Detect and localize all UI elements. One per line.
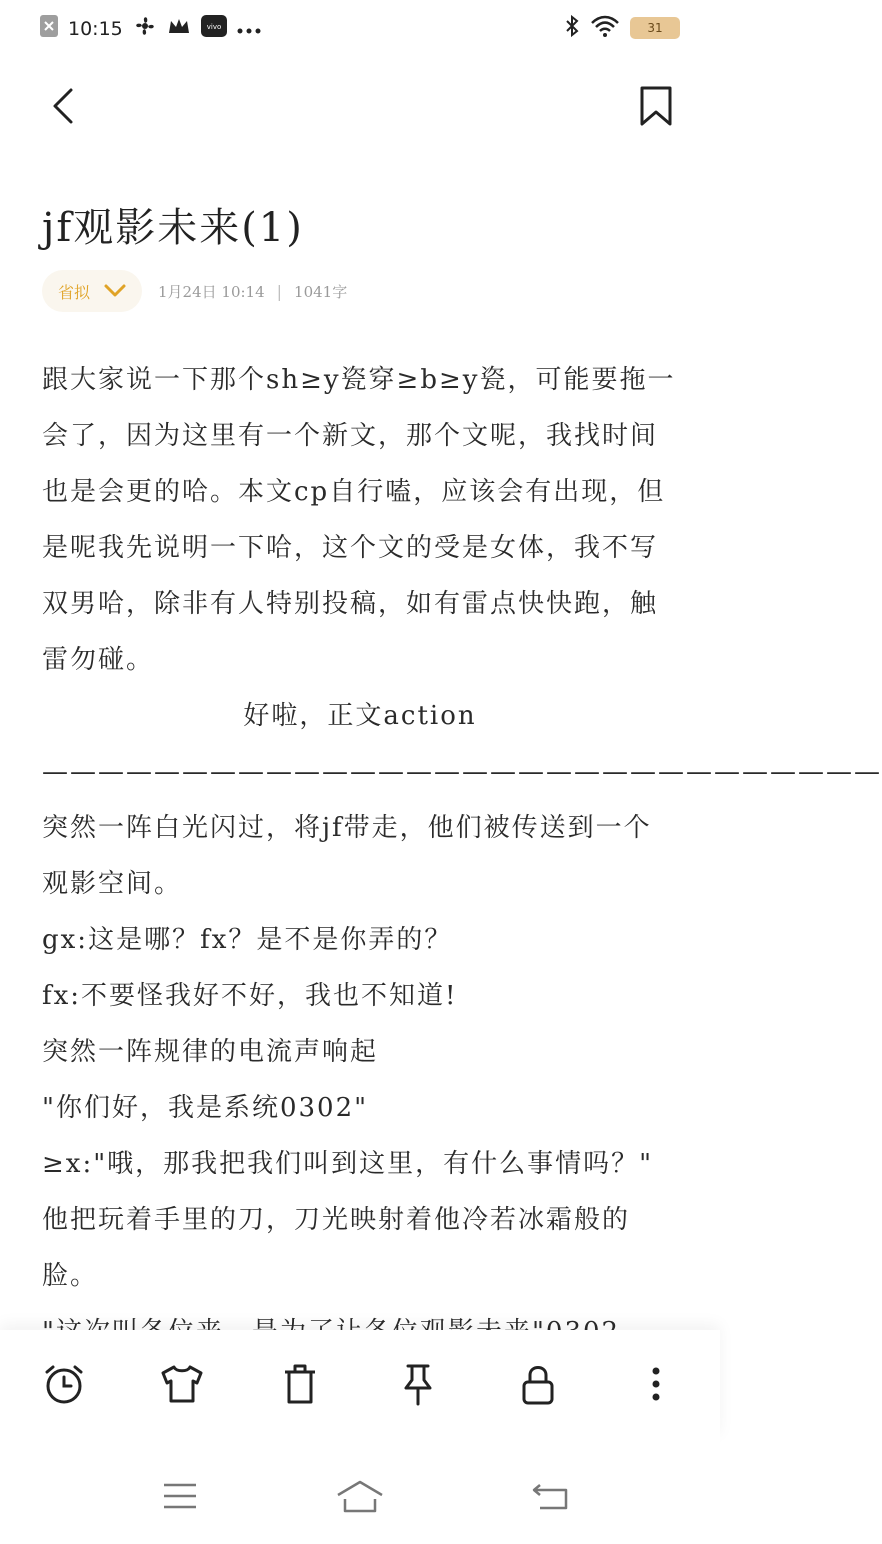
home-button[interactable] (330, 1476, 390, 1516)
category-label: 省拟 (58, 282, 91, 302)
note-body[interactable] (42, 352, 882, 1416)
body-line: ≥x:"哦，那我把我们叫到这里，有什么事情吗？" (42, 1149, 654, 1179)
meta-separator: | (276, 281, 283, 301)
more-status-icon (237, 18, 261, 40)
shirt-icon (159, 1363, 205, 1405)
body-line: fx:不要怪我好不好，我也不知道! (42, 981, 458, 1011)
word-count: 1041字 (294, 282, 348, 301)
top-bar (0, 70, 720, 140)
body-line: 突然一阵白光闪过，将jf带走，他们被传送到一个观影空间。 (42, 813, 652, 899)
bookmark-icon (638, 85, 674, 127)
body-line: gx:这是哪？fx？是不是你弄的？ (42, 925, 453, 955)
chevron-down-icon (104, 284, 126, 298)
lock-icon (520, 1362, 556, 1406)
fan-icon (133, 14, 157, 43)
svg-text:vivo: vivo (206, 23, 222, 31)
note-meta (42, 270, 347, 312)
status-left (40, 14, 261, 43)
menu-icon (162, 1482, 198, 1510)
note-date: 1月24日 10:14 (158, 282, 265, 301)
category-selector[interactable] (42, 270, 142, 312)
lock-button[interactable] (512, 1358, 564, 1410)
note-title[interactable]: jf观影未来(1) (42, 205, 304, 251)
body-start-line: 好啦，正文action (243, 701, 477, 731)
back-nav-button[interactable] (520, 1476, 580, 1516)
close-notification-icon (40, 15, 58, 42)
body-divider: —————————————————————————————— (42, 757, 882, 787)
delete-button[interactable] (274, 1358, 326, 1410)
body-line: 他把玩着手里的刀，刀光映射着他冷若冰霜般的脸。 (42, 1205, 631, 1291)
trash-icon (281, 1362, 319, 1406)
alarm-icon (42, 1362, 86, 1406)
status-right (564, 14, 680, 42)
bookmark-button[interactable] (630, 80, 682, 132)
more-vertical-icon (651, 1366, 661, 1402)
status-time: 10:15 (68, 17, 123, 40)
system-nav-bar (0, 1440, 720, 1544)
back-button[interactable] (38, 80, 90, 132)
status-bar (0, 0, 720, 58)
battery-indicator: 31 (630, 17, 680, 39)
bluetooth-icon (564, 14, 580, 42)
alarm-button[interactable] (38, 1358, 90, 1410)
pin-button[interactable] (392, 1358, 444, 1410)
more-button[interactable] (630, 1358, 682, 1410)
body-line: 突然一阵规律的电流声响起 (42, 1037, 379, 1067)
back-arrow-icon (49, 86, 79, 126)
recent-apps-button[interactable] (150, 1476, 210, 1516)
wifi-icon (590, 15, 620, 41)
crown-icon (167, 16, 191, 41)
note-toolbar (0, 1330, 720, 1440)
pin-icon (400, 1362, 436, 1406)
home-icon (335, 1479, 385, 1513)
return-icon (530, 1481, 570, 1511)
body-line: "你们好，我是系统0302" (42, 1093, 369, 1123)
body-paragraph: 跟大家说一下那个sh≥y瓷穿≥b≥y瓷，可能要拖一会了，因为这里有一个新文，那个文呢，我找时间也是会更的哈。本文cp自行嗑，应该会有出现，但是呢我先说明一下哈，这个文的受是女体，我不写双男哈，除非有人特别投稿，如有雷点快快跑，触雷勿碰。 (42, 365, 676, 675)
theme-button[interactable] (156, 1358, 208, 1410)
vivo-app-icon (201, 15, 227, 42)
